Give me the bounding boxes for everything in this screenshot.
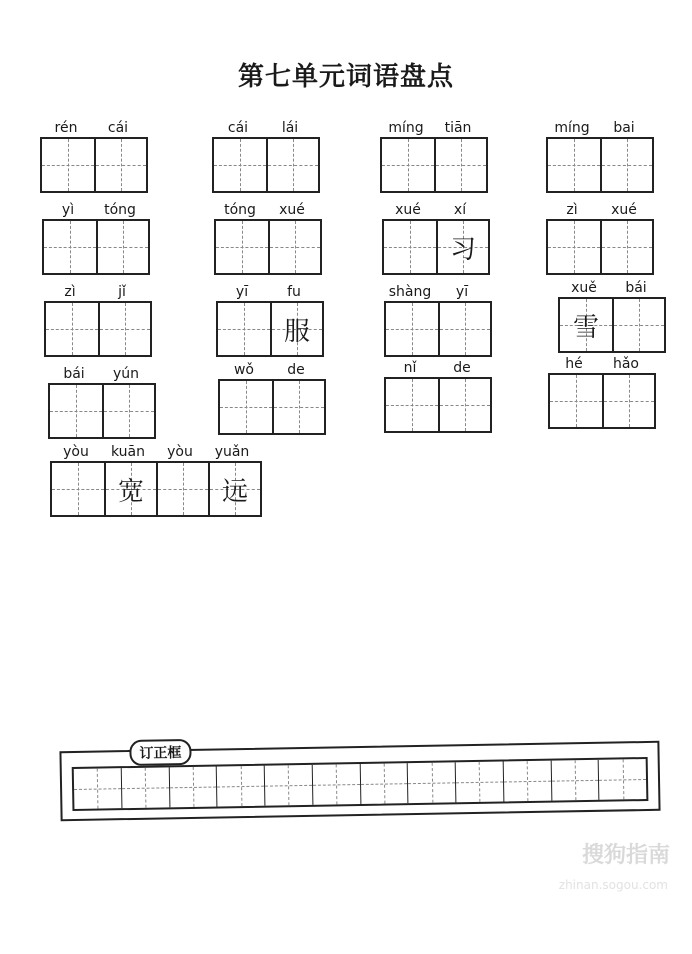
pinyin-row bbox=[380, 120, 488, 137]
grid-cell[interactable] bbox=[434, 139, 486, 191]
word-group bbox=[50, 444, 262, 517]
word-group bbox=[42, 202, 150, 275]
grid-cell[interactable] bbox=[216, 221, 268, 273]
pinyin-label: yún bbox=[112, 366, 140, 382]
pinyin-row bbox=[214, 202, 322, 219]
pinyin-row bbox=[546, 202, 654, 219]
grid-cell[interactable] bbox=[386, 303, 438, 355]
word-group bbox=[48, 366, 156, 439]
cell-character: 宽 bbox=[117, 476, 144, 507]
pinyin-label: lái bbox=[281, 120, 299, 136]
grid-cell[interactable] bbox=[156, 463, 208, 515]
pinyin-label: yòu bbox=[167, 444, 193, 460]
pinyin-label: tóng bbox=[224, 202, 256, 218]
grid-cell[interactable] bbox=[602, 375, 654, 427]
pinyin-label: jǐ bbox=[118, 284, 126, 300]
writing-grid bbox=[214, 219, 322, 275]
pinyin-row bbox=[44, 284, 152, 301]
pinyin-label: xí bbox=[453, 202, 467, 218]
grid-cell[interactable] bbox=[386, 379, 438, 431]
pinyin-label: yī bbox=[235, 284, 249, 300]
correction-label: 订正框 bbox=[129, 739, 191, 766]
writing-grid bbox=[558, 297, 666, 353]
pinyin-row bbox=[384, 360, 492, 377]
correction-cell[interactable] bbox=[455, 762, 503, 803]
grid-cell[interactable] bbox=[50, 385, 102, 437]
word-group bbox=[548, 356, 656, 429]
pinyin-label: hǎo bbox=[612, 356, 640, 372]
writing-grid bbox=[382, 219, 490, 275]
writing-grid bbox=[42, 219, 150, 275]
word-group bbox=[384, 360, 492, 433]
writing-grid bbox=[40, 137, 148, 193]
grid-cell[interactable] bbox=[438, 303, 490, 355]
pinyin-row bbox=[546, 120, 654, 137]
word-group bbox=[382, 202, 490, 275]
pinyin-row bbox=[42, 202, 150, 219]
grid-cell[interactable] bbox=[560, 299, 612, 351]
pinyin-row bbox=[548, 356, 656, 373]
pinyin-label: xué bbox=[611, 202, 637, 218]
watermark-logo: 搜狗指南 bbox=[581, 843, 670, 868]
pinyin-label: xué bbox=[395, 202, 421, 218]
grid-cell[interactable] bbox=[384, 221, 436, 273]
grid-cell[interactable] bbox=[600, 139, 652, 191]
grid-cell[interactable] bbox=[98, 303, 150, 355]
pinyin-label: tiān bbox=[444, 120, 472, 136]
grid-cell[interactable] bbox=[548, 221, 600, 273]
pinyin-label: kuān bbox=[110, 444, 145, 460]
grid-cell[interactable] bbox=[270, 303, 322, 355]
pinyin-label: cái bbox=[227, 120, 249, 136]
word-group bbox=[380, 120, 488, 193]
writing-grid bbox=[48, 383, 156, 439]
pinyin-label: bái bbox=[63, 366, 85, 382]
word-group bbox=[218, 362, 326, 435]
grid-cell[interactable] bbox=[46, 303, 98, 355]
pinyin-label: yì bbox=[61, 202, 75, 218]
pinyin-row bbox=[218, 362, 326, 379]
pinyin-row bbox=[382, 202, 490, 219]
correction-box bbox=[59, 741, 660, 821]
pinyin-label: yòu bbox=[63, 444, 89, 460]
grid-cell[interactable] bbox=[266, 139, 318, 191]
pinyin-label: yuǎn bbox=[214, 444, 250, 460]
writing-grid bbox=[384, 377, 492, 433]
correction-cell[interactable] bbox=[311, 764, 359, 805]
word-group bbox=[546, 202, 654, 275]
pinyin-label: tóng bbox=[104, 202, 136, 218]
grid-cell[interactable] bbox=[96, 221, 148, 273]
pinyin-label: xué bbox=[279, 202, 305, 218]
grid-cell[interactable] bbox=[42, 139, 94, 191]
pinyin-label: de bbox=[287, 362, 305, 378]
word-group bbox=[40, 120, 148, 193]
word-group bbox=[214, 202, 322, 275]
pinyin-label: míng bbox=[554, 120, 590, 136]
pinyin-label: bái bbox=[625, 280, 647, 296]
pinyin-row bbox=[40, 120, 148, 137]
grid-cell[interactable] bbox=[220, 381, 272, 433]
correction-cell[interactable] bbox=[359, 763, 407, 804]
word-group bbox=[212, 120, 320, 193]
pinyin-row bbox=[216, 284, 324, 301]
grid-cell[interactable] bbox=[600, 221, 652, 273]
pinyin-label: wǒ bbox=[233, 362, 254, 378]
pinyin-label: de bbox=[453, 360, 471, 376]
grid-cell[interactable] bbox=[104, 463, 156, 515]
grid-cell[interactable] bbox=[272, 381, 324, 433]
writing-grid bbox=[546, 219, 654, 275]
correction-cell[interactable] bbox=[168, 767, 216, 808]
pinyin-label: cái bbox=[107, 120, 129, 136]
writing-grid bbox=[546, 137, 654, 193]
correction-cell[interactable] bbox=[264, 765, 312, 806]
grid-cell[interactable] bbox=[218, 303, 270, 355]
pinyin-row bbox=[50, 444, 262, 461]
cell-character: 习 bbox=[449, 234, 476, 265]
grid-cell[interactable] bbox=[436, 221, 488, 273]
word-group bbox=[546, 120, 654, 193]
pinyin-label: fu bbox=[287, 284, 301, 300]
correction-cell[interactable] bbox=[216, 766, 264, 807]
correction-cell[interactable] bbox=[598, 759, 646, 800]
cell-character: 雪 bbox=[572, 312, 599, 343]
grid-cell[interactable] bbox=[214, 139, 266, 191]
writing-grid bbox=[384, 301, 492, 357]
word-group bbox=[384, 284, 492, 357]
pinyin-row bbox=[48, 366, 156, 383]
writing-grid bbox=[212, 137, 320, 193]
pinyin-label: bai bbox=[613, 120, 635, 136]
page-title: 第七单元词语盘点 bbox=[237, 62, 454, 92]
word-group bbox=[216, 284, 324, 357]
grid-cell[interactable] bbox=[268, 221, 320, 273]
pinyin-label: míng bbox=[388, 120, 424, 136]
writing-grid bbox=[50, 461, 262, 517]
writing-grid bbox=[44, 301, 152, 357]
watermark-url: zhinan.sogou.com bbox=[558, 878, 668, 892]
cell-character: 远 bbox=[221, 476, 248, 507]
pinyin-label: hé bbox=[565, 356, 583, 372]
grid-cell[interactable] bbox=[438, 379, 490, 431]
grid-cell[interactable] bbox=[548, 139, 600, 191]
writing-grid bbox=[218, 379, 326, 435]
writing-grid bbox=[548, 373, 656, 429]
writing-grid bbox=[380, 137, 488, 193]
grid-cell[interactable] bbox=[550, 375, 602, 427]
pinyin-row bbox=[558, 280, 666, 297]
pinyin-label: rén bbox=[54, 120, 78, 136]
pinyin-label: shàng bbox=[388, 284, 432, 300]
pinyin-label: zì bbox=[64, 284, 76, 300]
grid-cell[interactable] bbox=[44, 221, 96, 273]
pinyin-row bbox=[384, 284, 492, 301]
pinyin-label: zì bbox=[566, 202, 578, 218]
correction-cell[interactable] bbox=[74, 768, 121, 809]
cell-character: 服 bbox=[283, 316, 310, 347]
pinyin-label: xuě bbox=[571, 280, 597, 296]
pinyin-row bbox=[212, 120, 320, 137]
pinyin-label: nǐ bbox=[403, 360, 417, 376]
grid-cell[interactable] bbox=[102, 385, 154, 437]
grid-cell[interactable] bbox=[52, 463, 104, 515]
grid-cell[interactable] bbox=[612, 299, 664, 351]
writing-grid bbox=[216, 301, 324, 357]
grid-cell[interactable] bbox=[94, 139, 146, 191]
grid-cell[interactable] bbox=[382, 139, 434, 191]
word-group bbox=[44, 284, 152, 357]
correction-cell[interactable] bbox=[550, 760, 598, 801]
correction-cell[interactable] bbox=[502, 761, 550, 802]
word-group bbox=[558, 280, 666, 353]
correction-cell[interactable] bbox=[407, 762, 455, 803]
correction-cell[interactable] bbox=[120, 767, 168, 808]
grid-cell[interactable] bbox=[208, 463, 260, 515]
pinyin-label: yī bbox=[455, 284, 469, 300]
